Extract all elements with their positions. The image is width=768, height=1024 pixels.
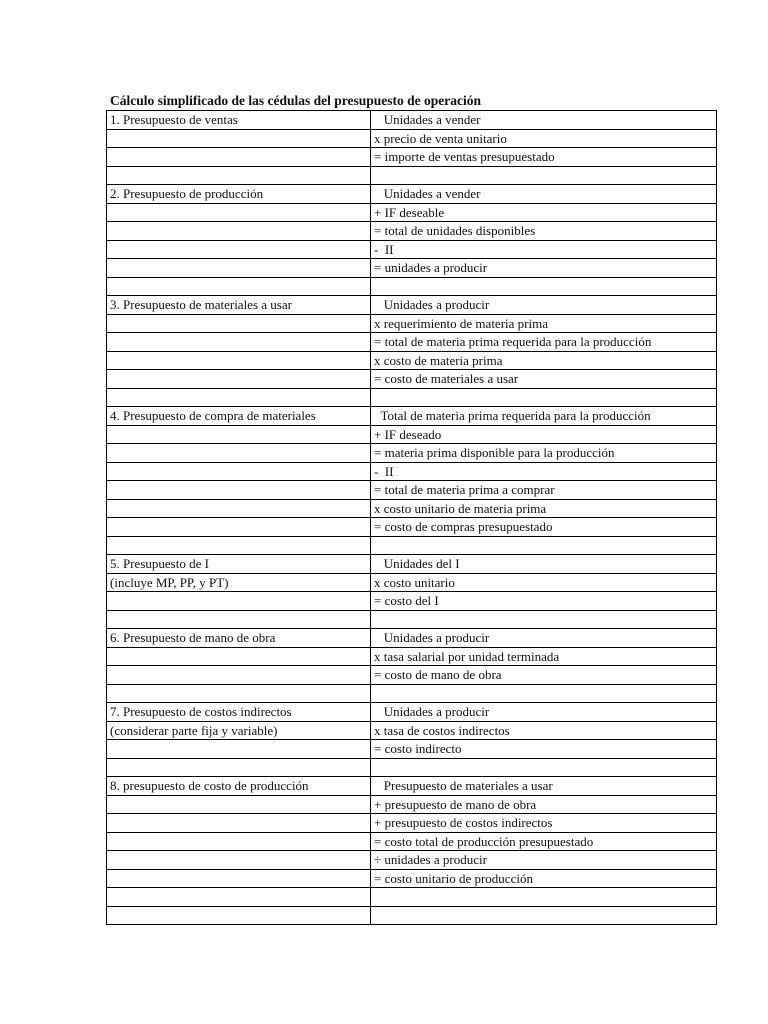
schedule-name-cell (107, 832, 371, 851)
schedule-name-cell (107, 814, 371, 833)
table-row (107, 518, 717, 537)
table-row (107, 647, 717, 666)
schedule-name-cell (107, 851, 371, 870)
calculation-step-cell: = unidades a producir (371, 259, 717, 278)
schedule-name-cell (107, 462, 371, 481)
calculation-step-cell: = materia prima disponible para la producción (371, 444, 717, 463)
calculation-step-cell (371, 388, 717, 407)
table-row (107, 777, 717, 796)
calculation-step-cell (371, 610, 717, 629)
schedule-name-cell (107, 499, 371, 518)
schedule-name-cell (107, 888, 371, 907)
schedule-name-cell (107, 259, 371, 278)
schedule-name-cell: 5. Presupuesto de I (107, 555, 371, 574)
table-row (107, 351, 717, 370)
table-row (107, 573, 717, 592)
document-title: Cálculo simplificado de las cédulas del presupuesto de operación (110, 93, 482, 108)
table-row (107, 370, 717, 389)
schedule-name-cell (107, 684, 371, 703)
table-row (107, 407, 717, 426)
table-row (107, 333, 717, 352)
table-row (107, 666, 717, 685)
calculation-step-cell: x costo unitario de materia prima (371, 499, 717, 518)
schedule-name-cell (107, 277, 371, 296)
table-row (107, 481, 717, 500)
table-row (107, 185, 717, 204)
schedule-name-cell (107, 906, 371, 925)
table-row (107, 906, 717, 925)
schedule-name-cell (107, 222, 371, 241)
table-row (107, 166, 717, 185)
schedule-name-cell (107, 129, 371, 148)
table-row (107, 314, 717, 333)
schedule-name-cell: 7. Presupuesto de costos indirectos (107, 703, 371, 722)
calculation-step-cell (371, 906, 717, 925)
calculation-step-cell: = costo de compras presupuestado (371, 518, 717, 537)
schedule-name-cell (107, 536, 371, 555)
table-row (107, 203, 717, 222)
schedule-name-cell (107, 351, 371, 370)
calculation-step-cell: x tasa salarial por unidad terminada (371, 647, 717, 666)
table-row (107, 462, 717, 481)
table-row (107, 703, 717, 722)
table-row (107, 851, 717, 870)
calculation-step-cell: Unidades a producir (371, 703, 717, 722)
schedule-name-cell: (incluye MP, PP, y PT) (107, 573, 371, 592)
schedule-name-cell (107, 518, 371, 537)
calculation-step-cell: + IF deseado (371, 425, 717, 444)
calculation-step-cell (371, 166, 717, 185)
calculation-step-cell: - II (371, 462, 717, 481)
calculation-step-cell: ÷ unidades a producir (371, 851, 717, 870)
schedule-name-cell: 6. Presupuesto de mano de obra (107, 629, 371, 648)
schedule-name-cell (107, 333, 371, 352)
table-row (107, 740, 717, 759)
calculation-step-cell: = total de materia prima requerida para la producción (371, 333, 717, 352)
table-row (107, 425, 717, 444)
calculation-step-cell: x costo de materia prima (371, 351, 717, 370)
schedule-name-cell (107, 795, 371, 814)
calculation-step-cell: Unidades a producir (371, 296, 717, 315)
calculation-step-cell: = costo de mano de obra (371, 666, 717, 685)
schedule-name-cell (107, 240, 371, 259)
table-row (107, 814, 717, 833)
schedule-name-cell: 1. Presupuesto de ventas (107, 111, 371, 130)
schedule-name-cell (107, 444, 371, 463)
schedule-name-cell (107, 314, 371, 333)
schedule-name-cell: (considerar parte fija y variable) (107, 721, 371, 740)
calculation-step-cell (371, 684, 717, 703)
calculation-step-cell: = costo indirecto (371, 740, 717, 759)
calculation-step-cell (371, 277, 717, 296)
table-row (107, 240, 717, 259)
schedule-name-cell (107, 425, 371, 444)
calculation-step-cell: Unidades a producir (371, 629, 717, 648)
table-row (107, 259, 717, 278)
schedule-name-cell: 8. presupuesto de costo de producción (107, 777, 371, 796)
schedule-name-cell (107, 370, 371, 389)
schedule-name-cell (107, 666, 371, 685)
schedule-name-cell (107, 203, 371, 222)
schedule-name-cell (107, 148, 371, 167)
table-row (107, 610, 717, 629)
table-body (107, 111, 717, 925)
table-row (107, 888, 717, 907)
calculation-step-cell: = costo del I (371, 592, 717, 611)
schedule-name-cell: 4. Presupuesto de compra de materiales (107, 407, 371, 426)
schedule-name-cell (107, 388, 371, 407)
table-row (107, 129, 717, 148)
table-row (107, 388, 717, 407)
schedule-name-cell (107, 166, 371, 185)
schedule-name-cell (107, 592, 371, 611)
calculation-step-cell: - II (371, 240, 717, 259)
table-row (107, 684, 717, 703)
table-row (107, 277, 717, 296)
calculation-step-cell (371, 888, 717, 907)
table-row (107, 758, 717, 777)
table-row (107, 296, 717, 315)
calculation-step-cell (371, 758, 717, 777)
calculation-step-cell: Total de materia prima requerida para la producción (371, 407, 717, 426)
calculation-step-cell: Presupuesto de materiales a usar (371, 777, 717, 796)
table-row (107, 555, 717, 574)
table-row (107, 721, 717, 740)
calculation-step-cell: Unidades a vender (371, 185, 717, 204)
table-row (107, 148, 717, 167)
table-row (107, 869, 717, 888)
table-row (107, 832, 717, 851)
calculation-step-cell: = importe de ventas presupuestado (371, 148, 717, 167)
budget-schedules-table (106, 110, 717, 925)
table-row (107, 222, 717, 241)
schedule-name-cell (107, 647, 371, 666)
table-row (107, 536, 717, 555)
calculation-step-cell: Unidades a vender (371, 111, 717, 130)
schedule-name-cell (107, 740, 371, 759)
schedule-name-cell (107, 481, 371, 500)
calculation-step-cell: + presupuesto de mano de obra (371, 795, 717, 814)
calculation-step-cell: x precio de venta unitario (371, 129, 717, 148)
calculation-step-cell: = costo total de producción presupuestado (371, 832, 717, 851)
table-row (107, 629, 717, 648)
calculation-step-cell: = costo de materiales a usar (371, 370, 717, 389)
calculation-step-cell: = total de unidades disponibles (371, 222, 717, 241)
calculation-step-cell: = costo unitario de producción (371, 869, 717, 888)
schedule-name-cell: 2. Presupuesto de producción (107, 185, 371, 204)
table-row (107, 795, 717, 814)
table-row (107, 592, 717, 611)
calculation-step-cell: = total de materia prima a comprar (371, 481, 717, 500)
schedule-name-cell: 3. Presupuesto de materiales a usar (107, 296, 371, 315)
schedule-name-cell (107, 869, 371, 888)
calculation-step-cell: x tasa de costos indirectos (371, 721, 717, 740)
table-row (107, 499, 717, 518)
table-row (107, 111, 717, 130)
table-row (107, 444, 717, 463)
schedule-name-cell (107, 758, 371, 777)
calculation-step-cell: Unidades del I (371, 555, 717, 574)
calculation-step-cell: x costo unitario (371, 573, 717, 592)
calculation-step-cell: + IF deseable (371, 203, 717, 222)
calculation-step-cell: + presupuesto de costos indirectos (371, 814, 717, 833)
calculation-step-cell: x requerimiento de materia prima (371, 314, 717, 333)
calculation-step-cell (371, 536, 717, 555)
schedule-name-cell (107, 610, 371, 629)
